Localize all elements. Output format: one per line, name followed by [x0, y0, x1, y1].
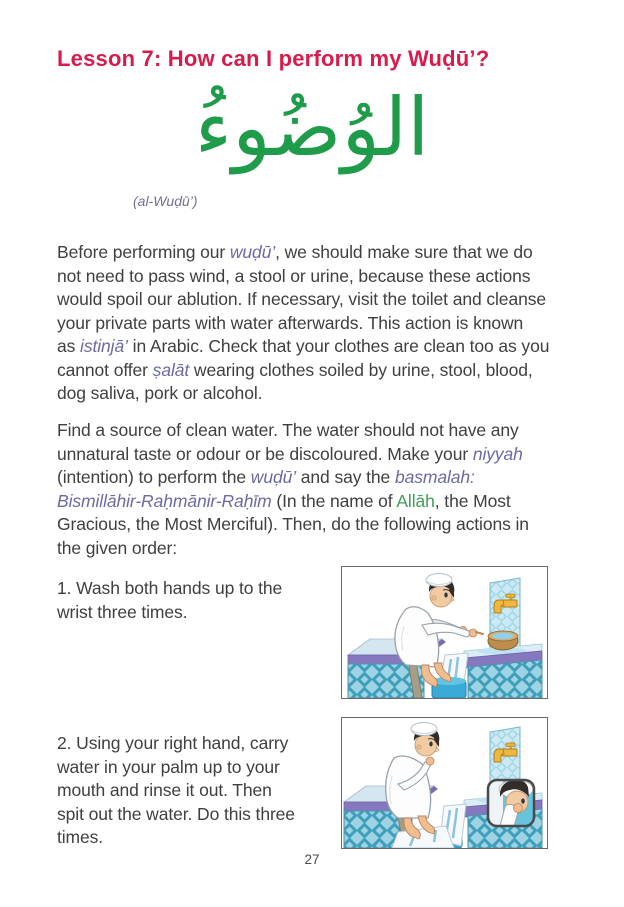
step-2-text: 2. Using your right hand, carry water in your palm up to your mouth and rinse it out. Then spit out the water. Do this three times.: [57, 733, 295, 847]
figure-step-1-wash-hands: [341, 566, 548, 699]
figure-step-2-rinse-mouth: [341, 717, 548, 849]
closeup-inset: [488, 780, 534, 826]
intro-paragraph-2: Find a source of clean water. The water should not have any unnatural taste or odour or be discoloured. Make your niyyah (intention) to perform the wuḍū’ and say the basmalah: Bismillāhir-Raḥmānir-Raḥīm (In the name of Allāh, the Most Gracious, the Most Merciful). Then, do the following actions in the given order:: [57, 420, 529, 558]
intro-paragraph-1: Before performing our wuḍū’, we should make sure that we do not need to pass wind, a stool or urine, because these actions would spoil our ablution. If necessary, visit the toilet and cleanse your private parts with water afterwards. This action is known as istinjā’ in Arabic. Check that your clothes are clean too as you cannot offer ṣalāt wearing clothes soiled by urine, stool, blood, dog saliva, pork or alcohol.: [57, 242, 550, 403]
arabic-calligraphy-al-wudu: الوُضُوءُ: [194, 81, 430, 174]
wash-hands-illustration: [342, 567, 547, 698]
step-1-text: 1. Wash both hands up to the wrist three times.: [57, 578, 283, 622]
tiled-counter: [464, 644, 542, 698]
arabic-caption: (al-Wuḍū’): [133, 193, 198, 209]
water-bowl: [488, 631, 518, 650]
rinse-mouth-illustration: [342, 718, 547, 848]
lesson-title: Lesson 7: How can I perform my Wuḍū’?: [57, 46, 490, 71]
page-number: 27: [304, 852, 320, 867]
